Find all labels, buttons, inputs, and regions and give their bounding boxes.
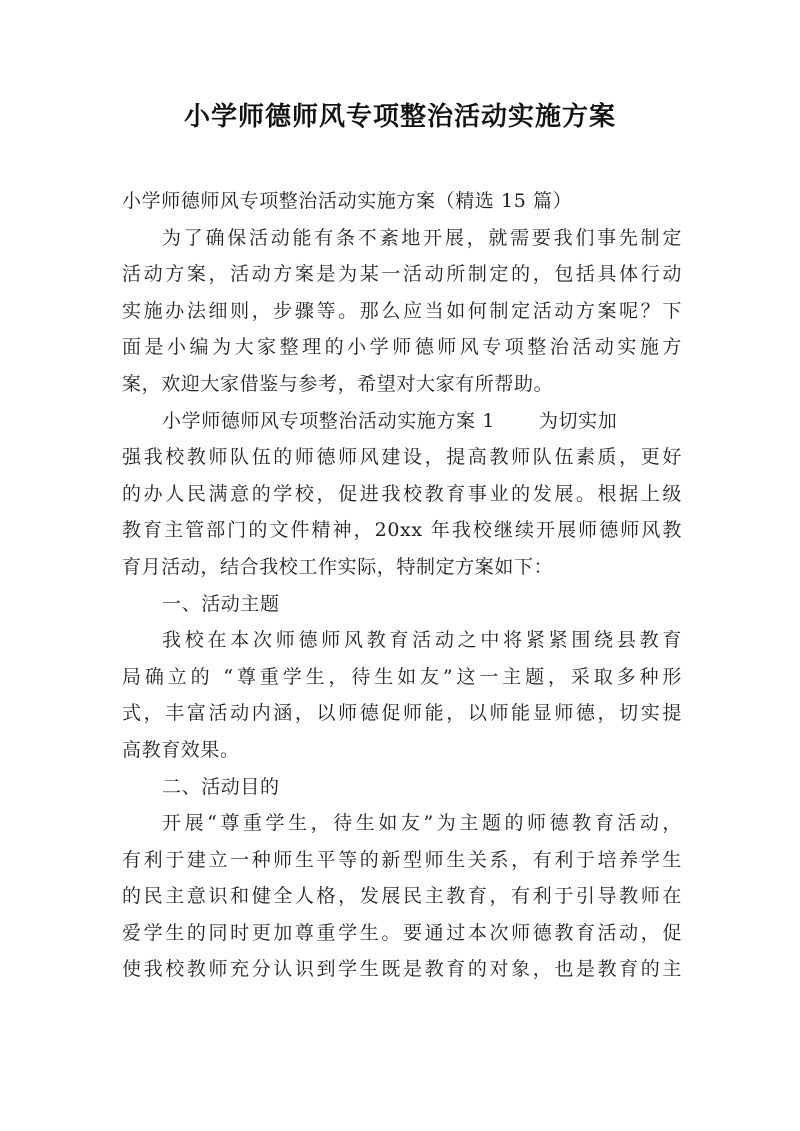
paragraph-line: 为了确保活动能有条不紊地开展，就需要我们事先制定 bbox=[162, 226, 682, 249]
subtitle-line: 小学师德师风专项整治活动实施方案（精选 15 篇） bbox=[122, 190, 573, 212]
paragraph-line: 开展“尊重学生，待生如友”为主题的师德教育活动， bbox=[162, 812, 682, 835]
document-body bbox=[122, 183, 682, 988]
paragraph-line: 我校在本次师德师风教育活动之中将紧紧围绕县教育 bbox=[162, 629, 682, 652]
paragraph-line: 活动方案，活动方案是为某一活动所制定的，包括具体行动 bbox=[122, 263, 682, 286]
paragraph-line: 育月活动，结合我校工作实际，特制定方案如下： bbox=[122, 555, 554, 578]
paragraph-line: 有利于建立一种师生平等的新型师生关系，有利于培养学生 bbox=[122, 848, 682, 871]
paragraph-line: 教育主管部门的文件精神，20xx 年我校继续开展师德师风教 bbox=[122, 519, 682, 542]
section-heading: 一、活动主题 bbox=[162, 592, 280, 615]
paragraph-line: 强我校教师队伍的师德师风建设，提高教师队伍素质，更好 bbox=[122, 446, 682, 469]
paragraph-line: 案，欢迎大家借鉴与参考，希望对大家有所帮助。 bbox=[122, 372, 554, 395]
paragraph-line: 局确立的 “尊重学生，待生如友”这一主题，采取多种形 bbox=[122, 665, 682, 688]
document-title: 小学师德师风专项整治活动实施方案 bbox=[183, 102, 616, 132]
section-heading-line bbox=[122, 403, 682, 440]
paragraph-line: 式，丰富活动内涵，以师德促师能，以师能显师德，切实提 bbox=[122, 702, 682, 725]
paragraph-line: 面是小编为大家整理的小学师德师风专项整治活动实施方 bbox=[122, 336, 682, 359]
paragraph-start: 为切实加 bbox=[538, 409, 618, 432]
section-heading: 二、活动目的 bbox=[162, 775, 280, 798]
paragraph-line: 高教育效果。 bbox=[122, 738, 240, 761]
plan-heading: 小学师德师风专项整治活动实施方案 1 bbox=[162, 409, 495, 432]
paragraph-line: 实施办法细则，步骤等。那么应当如何制定活动方案呢？下 bbox=[122, 299, 682, 322]
paragraph-line: 使我校教师充分认识到学生既是教育的对象，也是教育的主 bbox=[122, 958, 682, 981]
paragraph-line: 的民主意识和健全人格，发展民主教育，有利于引导教师在 bbox=[122, 885, 682, 908]
paragraph-line: 的办人民满意的学校，促进我校教育事业的发展。根据上级 bbox=[122, 482, 682, 505]
paragraph-line: 爱学生的同时更加尊重学生。要通过本次师德教育活动，促 bbox=[122, 921, 682, 944]
